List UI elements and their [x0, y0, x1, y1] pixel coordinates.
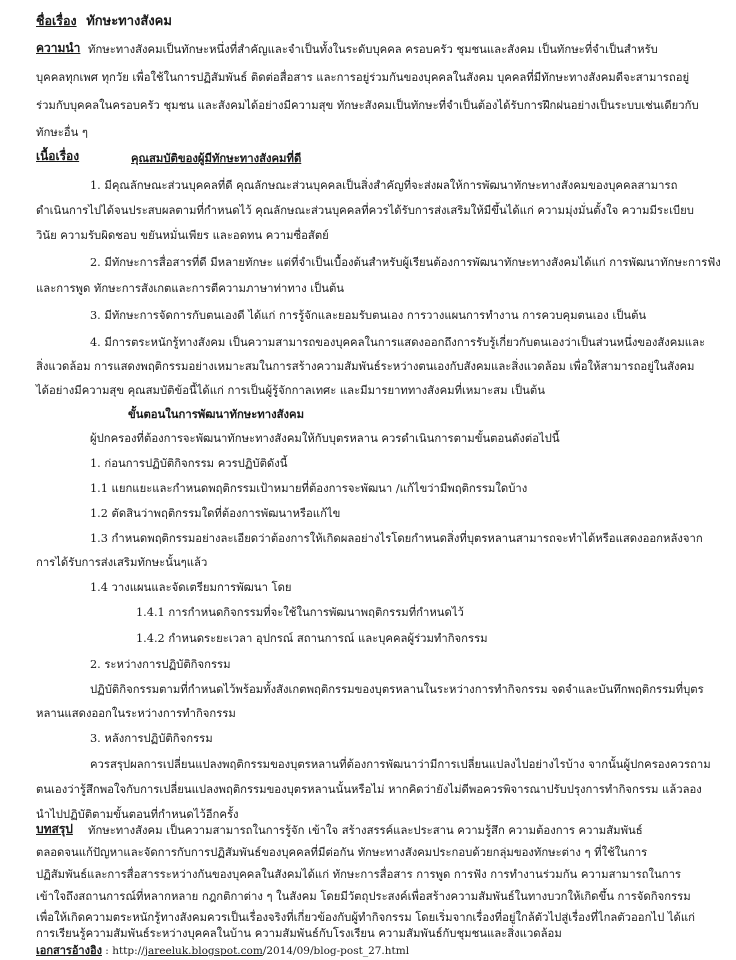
reference-row [36, 944, 409, 958]
summary-line: ทักษะทางสังคม เป็นความสามารถในการรู้จัก เข้าใจ สร้างสรรค์และประสาน ความรู้สึก ความต้องการ ความสัมพันธ์ [88, 824, 643, 837]
intro-line: ร่วมกับบุคคลในครอบครัว ชุมชน และสังคมได้อย่างมีความสุข ทักษะสังคมเป็นทักษะที่จำเป็นต้องได้รับการฝึกฝนอย่างเป็นระบบเช่นเดียวกับ [36, 99, 699, 112]
content-line: วินัย ความรับผิดชอบ ขยันหมั่นเพียร และอดทน ความซื่อสัตย์ [36, 229, 329, 242]
reference-separator: : [101, 945, 113, 957]
content-line: 1. มีคุณลักษณะส่วนบุคคลที่ดี คุณลักษณะส่วนบุคคลเป็นสิ่งสำคัญที่จะส่งผลให้การพัฒนาทักษะทางสังคมของบุคคลสามารถ [90, 179, 678, 192]
intro-line: ทักษะอื่น ๆ [36, 126, 88, 139]
content-line: 2. มีทักษะการสื่อสารที่ดี มีหลายทักษะ แต่ที่จำเป็นเบื้องต้นสำหรับผู้เรียนต้องการพัฒนาทักษะทางสังคมได้แก่ การพัฒนาทักษะการฟัง [90, 256, 721, 269]
steps-line: การได้รับการส่งเสริมทักษะนั้นๆแล้ว [36, 556, 208, 569]
intro-label: ความนำ [36, 41, 81, 55]
content-line: สิ่งแวดล้อม การแสดงพฤติกรรมอย่างเหมาะสมในการสร้างความสัมพันธ์ระหว่างตนเองกับสังคมและสิ่งแวดล้อม เพื่อให้สามารถอยู่ในสังคม [36, 360, 695, 373]
intro-line: ทักษะทางสังคมเป็นทักษะหนึ่งที่สำคัญและจำเป็นทั้งในระดับบุคคล ครอบครัว ชุมชนและสังคม เป็นทักษะที่จำเป็นสำหรับ [88, 43, 658, 56]
steps-line: นำไปปฏิบัติตามขั้นตอนที่กำหนดไว้อีกครั้ง [36, 808, 239, 821]
summary-line: ปฏิสัมพันธ์และการสื่อสารระหว่างกันของบุคคลในสังคมได้แก่ ทักษะการสื่อสาร การพูด การฟัง การทำงานร่วมกัน ความสามารถในการ [36, 868, 681, 881]
content-label: เนื้อเรื่อง [36, 149, 80, 163]
steps-line: ควรสรุปผลการเปลี่ยนแปลงพฤติกรรมของบุตรหลานที่ต้องการพัฒนาว่ามีการเปลี่ยนแปลงไปอย่างไรบ้าง จากนั้นผู้ปกครองควรถาม [90, 758, 711, 771]
summary-line: การเรียนรู้ความสัมพันธ์ระหว่างบุคคลในบ้าน ความสัมพันธ์กับโรงเรียน ความสัมพันธ์กับชุมชนและสิ่งแวดล้อม [36, 927, 562, 940]
reference-url-path: /2014/09/blog-post_27.html [262, 945, 410, 957]
summary-line: เข้าใจถึงสถานการณ์ที่หลากหลาย กฎกติกาต่าง ๆ ในสังคม โดยมีวัตถุประสงค์เพื่อสร้างความสัมพันธ์ในทางบวกให้เกิดขึ้น การจัดกิจกรรม [36, 890, 691, 903]
title-row [36, 14, 172, 29]
intro-line: บุคคลทุกเพศ ทุกวัย เพื่อใช้ในการปฏิสัมพันธ์ ติดต่อสื่อสาร และการอยู่ร่วมกันของบุคคลในสังคม บุคคลที่มีทักษะทางสังคมดีจะสามารถอยู่ [36, 71, 690, 84]
content-heading: คุณสมบัติของผู้มีทักษะทางสังคมที่ดี [131, 151, 302, 165]
steps-line: 1.1 แยกแยะและกำหนดพฤติกรรมเป้าหมายที่ต้องการจะพัฒนา /แก้ไขว่ามีพฤติกรรมใดบ้าง [90, 482, 528, 495]
steps-line: ปฏิบัติกิจกรรมตามที่กำหนดไว้พร้อมทั้งสังเกตพฤติกรรมของบุตรหลานในระหว่างการทำกิจกรรม จดจำและบันทึกพฤติกรรมที่บุตร [90, 683, 704, 696]
steps-line: 1.4.1 การกำหนดกิจกรรมที่จะใช้ในการพัฒนาพฤติกรรมที่กำหนดไว้ [136, 606, 464, 619]
reference-label: เอกสารอ้างอิง [36, 944, 102, 957]
steps-line: 1.2 ตัดสินว่าพฤติกรรมใดที่ต้องการพัฒนาหรือแก้ไข [90, 507, 341, 520]
steps-line: 1.3 กำหนดพฤติกรรมอย่างละเอียดว่าต้องการให้เกิดผลอย่างไรโดยกำหนดสิ่งที่บุตรหลานสามารถจะทำได้หรือแสดงออกหลังจาก [90, 532, 703, 545]
document-title: ทักษะทางสังคม [86, 14, 172, 29]
reference-url-domain: jareeluk.blogspot.com [144, 945, 263, 957]
content-line: และการพูด ทักษะการสังเกตและการตีความภาษาท่าทาง เป็นต้น [36, 282, 345, 295]
steps-line: 1. ก่อนการปฏิบัติกิจกรรม ควรปฏิบัติดังนี้ [90, 457, 288, 470]
steps-heading: ขั้นตอนในการพัฒนาทักษะทางสังคม [128, 407, 305, 421]
summary-label: บทสรุป [36, 822, 73, 836]
steps-line: ตนเองว่ารู้สึกพอใจกับการเปลี่ยนแปลงพฤติกรรมของบุตรหลานนั้นหรือไม่ หากคิดว่ายังไม่ดีพอควรพิจารณาปรับปรุงการทำกิจกรรม แล้วลอง [36, 783, 702, 796]
title-label: ชื่อเรื่อง [36, 13, 77, 28]
steps-line: 3. หลังการปฏิบัติกิจกรรม [90, 732, 213, 745]
steps-line: 1.4.2 กำหนดระยะเวลา อุปกรณ์ สถานการณ์ และบุคคลผู้ร่วมทำกิจกรรม [136, 632, 488, 645]
steps-line: ผู้ปกครองที่ต้องการจะพัฒนาทักษะทางสังคมให้กับบุตรหลาน ควรดำเนินการตามขั้นตอนดังต่อไปนี้ [90, 432, 560, 445]
reference-url-prefix: http:// [112, 945, 145, 957]
content-line: 3. มีทักษะการจัดการกับตนเองดี ได้แก่ การรู้จักและยอมรับตนเอง การวางแผนการทำงาน การควบคุมตนเอง เป็นต้น [90, 309, 647, 322]
summary-line: เพื่อให้เกิดความตระหนักรู้ทางสังคมควรเป็นเรื่องจริงที่เกี่ยวข้องกับผู้ทำกิจกรรม โดยเริ่มจากเรื่องที่อยู่ใกล้ตัวไปสู่เรื่องที่ไกลตัวออกไป ได้แก่ [36, 911, 696, 924]
steps-line: หลานแสดงออกในระหว่างการทำกิจกรรม [36, 707, 236, 720]
content-line: ดำเนินการไปได้จนประสบผลตามที่กำหนดไว้ คุณลักษณะส่วนบุคคลที่ควรได้รับการส่งเสริมให้มีขึ้นได้แก่ ความมุ่งมั่นตั้งใจ ความมีระเบียบ [36, 204, 694, 217]
steps-line: 2. ระหว่างการปฏิบัติกิจกรรม [90, 658, 231, 671]
steps-line: 1.4 วางแผนและจัดเตรียมการพัฒนา โดย [90, 581, 292, 594]
content-line: 4. มีการตระหนักรู้ทางสังคม เป็นความสามารถของบุคคลในการแสดงออกถึงการรับรู้เกี่ยวกับตนเองว่าเป็นส่วนหนึ่งของสังคมและ [90, 336, 706, 349]
summary-line: ตลอดจนแก้ปัญหาและจัดการกับการปฏิสัมพันธ์ของบุคคลที่มีต่อกัน ทักษะทางสังคมประกอบด้วยกลุ่มของทักษะต่าง ๆ ที่ใช้ในการ [36, 846, 648, 859]
content-line: ได้อย่างมีความสุข คุณสมบัติข้อนี้ได้แก่ การเป็นผู้รู้จักกาลเทศะ และมีมารยาททางสังคมที่เหมาะสม เป็นต้น [36, 384, 545, 397]
reference-link[interactable] [112, 945, 409, 957]
